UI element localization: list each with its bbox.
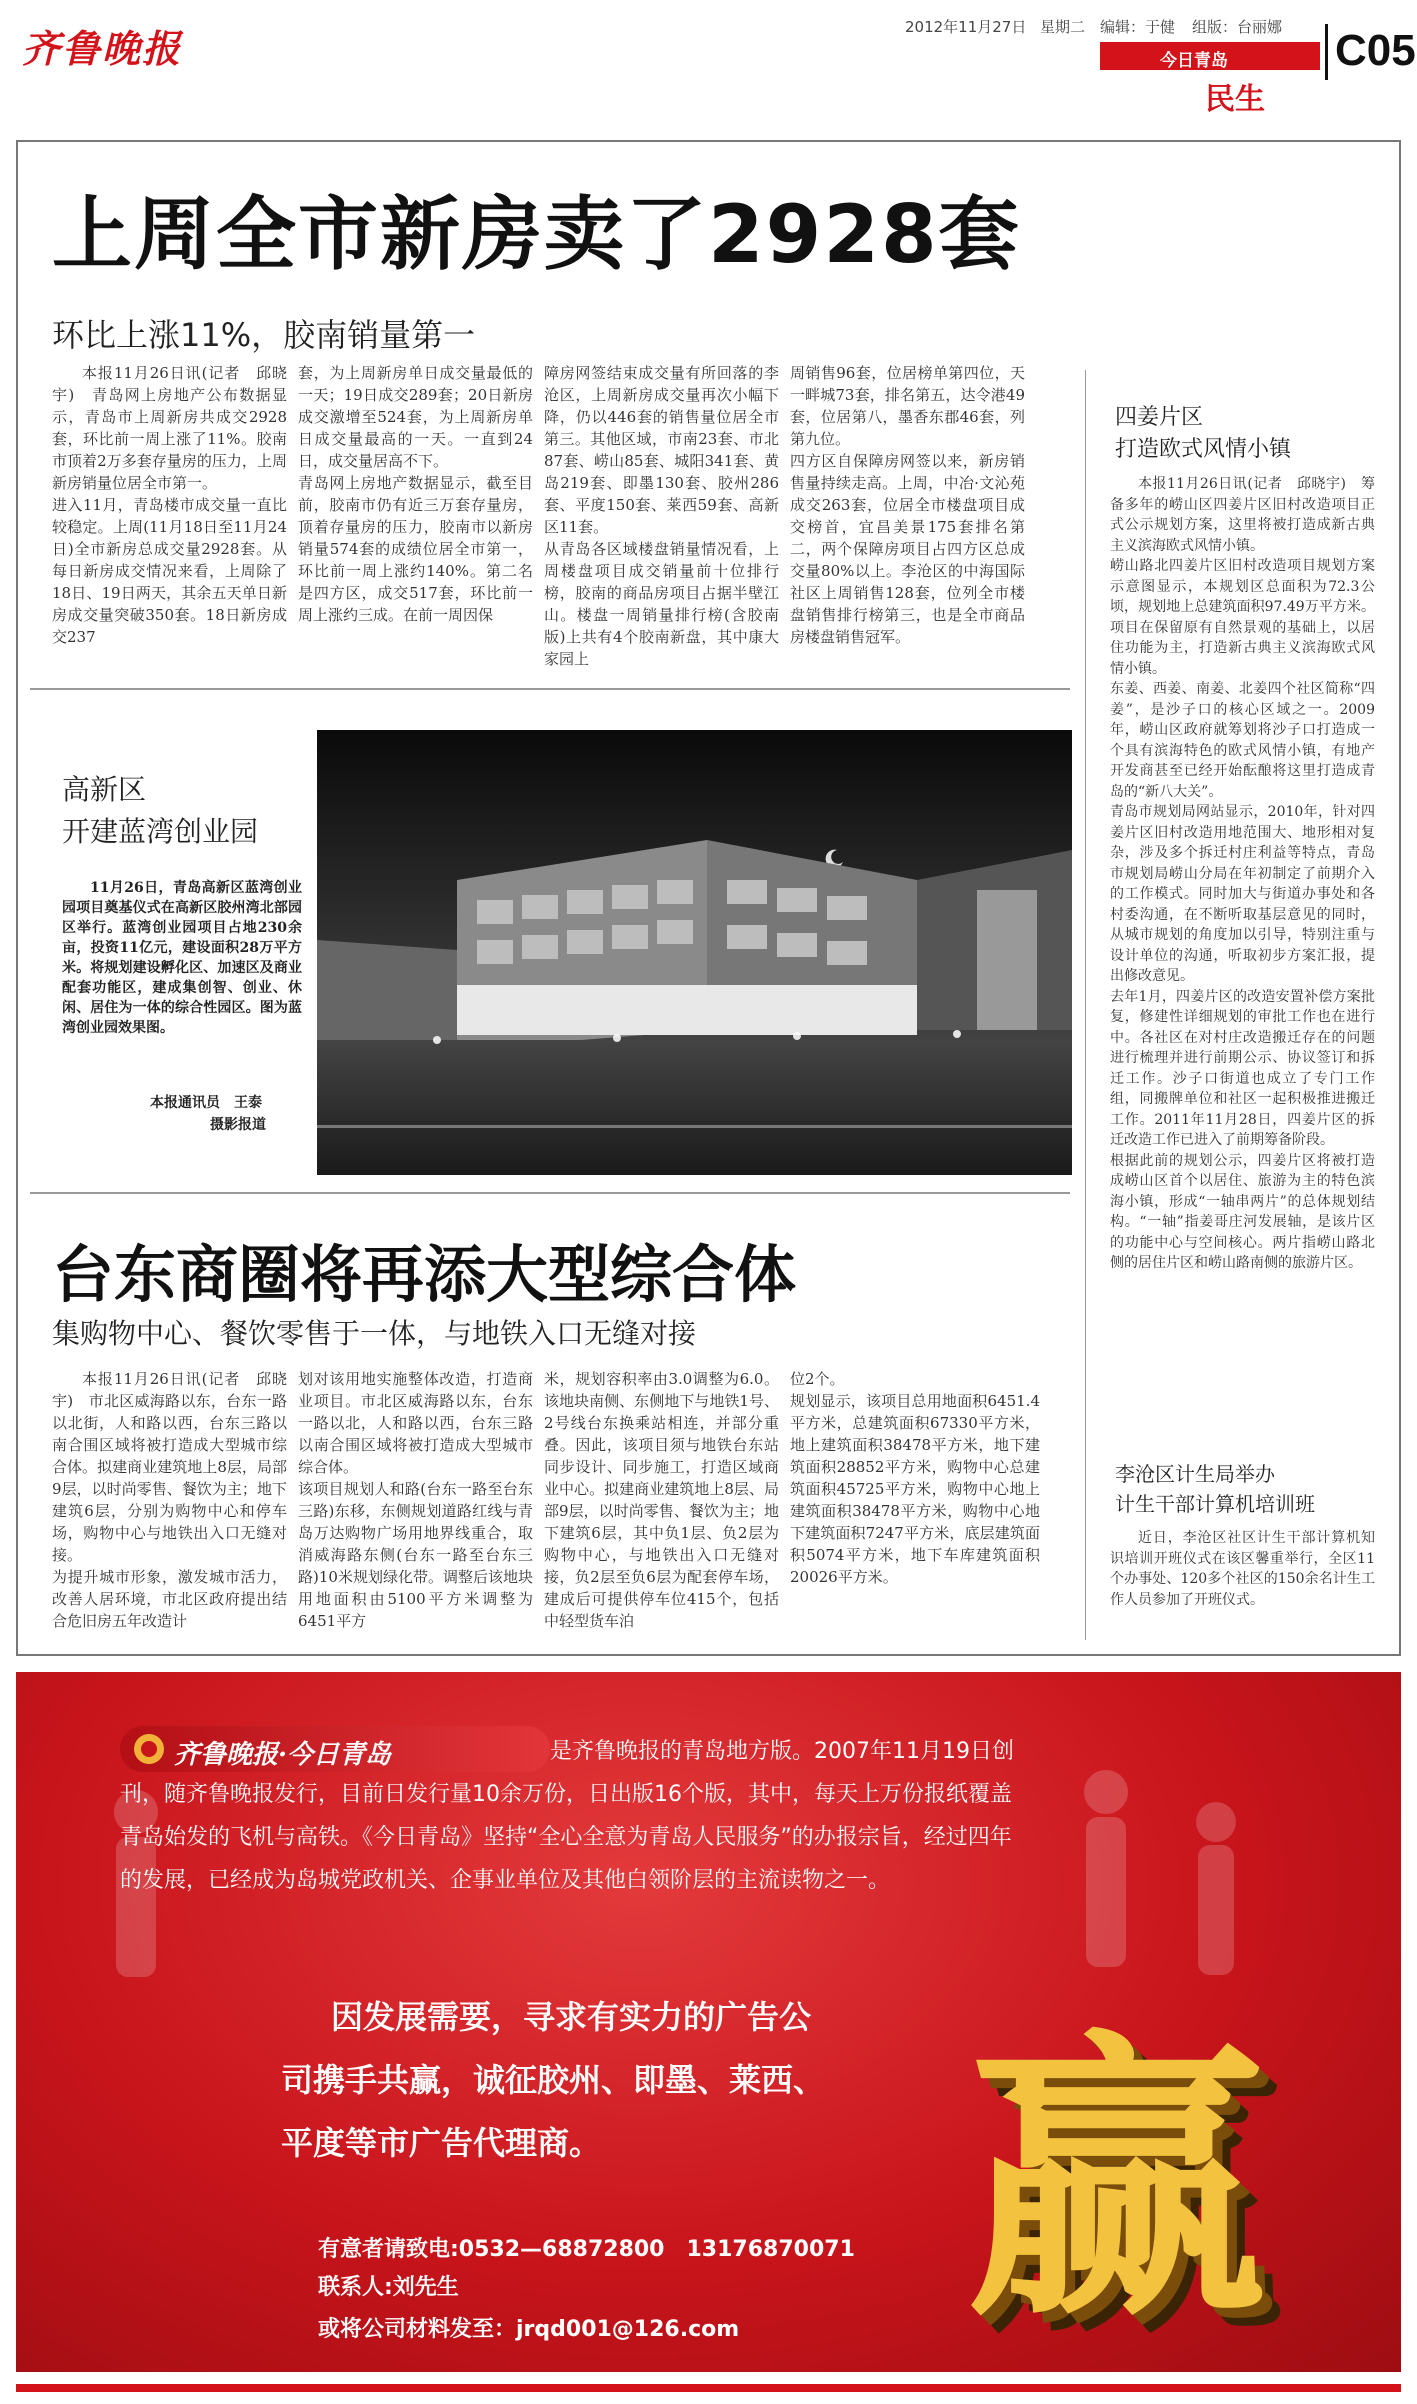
story2-title-1: 高新区 — [62, 773, 147, 806]
layout-credit: 组版：台丽娜 — [1192, 18, 1283, 36]
section-label: 民生 — [1205, 82, 1265, 117]
headline-story1: 上周全市新房卖了2928套 — [52, 188, 1021, 281]
subhead-story1: 环比上涨11%，胶南销量第一 — [52, 316, 476, 354]
ad-big-character: 赢 — [966, 2007, 1266, 2356]
page-divider — [1325, 24, 1328, 80]
issue-date: 2012年11月27日 — [905, 18, 1027, 36]
story5-col-1: 本报11月26日讯(记者 邱晓宇) 市北区威海路以东，台东一路以北街，人和路以西，台东三路以南合围区域将被打造成大型城市综合体。拟建商业建筑地上8层，局部9层，以时尚零售、餐饮为主；地下建筑6层，分别为购物中心和停车场，购物中心与地铁出入口无缝对接。 为提升城市形象，激发城市活力，改善人居环境，市北区政府提出结合危旧房五年改造计 — [52, 1370, 287, 1630]
ad-call-line-1: 因发展需要，寻求有实力的广告公 — [331, 1998, 812, 2036]
bottom-bar — [16, 2384, 1401, 2392]
story4-title-2: 计生干部计算机培训班 — [1115, 1492, 1315, 1516]
page-number: C05 — [1335, 26, 1416, 75]
story1-bottom-rule — [30, 688, 1070, 690]
story1-col-4: 周销售96套，位居榜单第四位，天一畔城73套，排名第五，达令港49套，位居第八，墨香东郡46套，列第九位。 四方区自保障房网签以来，新房销售量持续走高。上周，中冶·文沁苑成交263套，位居全市楼盘项目成交榜首，宜昌美景175套排名第二，两个保障房项目占四方区总成交量80%以上。李沧区的中海国际社区上周销售128套，位列全市楼盘销售排行榜第三，也是全市商品房楼盘销售冠军。 — [790, 364, 1025, 646]
story2-caption: 11月26日，青岛高新区蓝湾创业园项目奠基仪式在高新区胶州湾北部园区举行。蓝湾创业园项目占地230余亩，投资11亿元，建设面积28万平方米。将规划建设孵化区、加速区及商业配套功能区，建成集创智、创业、休闲、居住为一体的综合性园区。图为蓝湾创业园效果图。 — [62, 880, 302, 1036]
story3-body: 本报11月26日讯(记者 邱晓宇) 筹备多年的崂山区四姜片区旧村改造项目正式公示规划方案，这里将被打造成新古典主义滨海欧式风情小镇。 崂山路北四姜片区旧村改造项目规划方案示意图显示，本规划区总面积为72.3公顷，规划地上总建筑面积97.49万平方米。项目在保留原有自然景观的基础上，以居住功能为主，打造新古典主义滨海欧式风情小镇。 东姜、西姜、南姜、北姜四个社区简称“四姜”，是沙子口的核心区域之一。2009年，崂山区政府就筹划将沙子口打造成一个具有滨海特色的欧式风情小镇，有地产开发商甚至已经开始酝酿将这里打造成青岛的“新八大关”。 青岛市规划局网站显示，2010年，针对四姜片区旧村改造用地范围大、地形相对复杂，涉及多个拆迁村庄利益等特点，青岛市规划局崂山分局在年初制定了前期介入的工作模式。同时加大与街道办事处和各村委沟通，在不断听取基层意见的同时，从城市规划的角度加以引导，特别注重与设计单位的沟通，听取初步方案汇报，提出修改意见。 去年1月，四姜片区的改造安置补偿方案批复，修建性详细规划的审批工作也在进行中。各社区在对村庄改造搬迁存在的问题进行梳理并进行前期公示、协议签订和拆迁工作。沙子口街道也成立了专门工作组，同搬牌单位和社区一起积极推进搬迁工作。2011年11月28日，四姜片区的拆迁改造工作已进入了前期筹备阶段。 根据此前的规划公示，四姜片区将被打造成崂山区首个以居住、旅游为主的特色滨海小镇，形成“一轴串两片”的总体规划结构。“一轴”指姜哥庄河发展轴，是该片区的功能中心与空间核心。两片指崂山路北侧的居住片区和崂山路南侧的旅游片区。 — [1110, 476, 1375, 1271]
section-top-label: 今日青岛 — [1160, 51, 1228, 71]
ad-call-line-2: 司携手共赢，诚征胶州、即墨、莱西、 — [281, 2061, 826, 2099]
story1-col-2: 套，为上周新房单日成交量最低的一天；19日成交289套；20日新房成交激增至524套，为上周新房单日成交量最高的一天。一直到24日，成交量居高不下。 青岛网上房地产数据显示，截至目前，胶南市仍有近三万套存量房，顶着存量房的压力，胶南市以新房销量574套的成绩位居全市第一，环比前一周上涨约140%。第二名是四方区，成交517套，环比前一周上涨约三成。在前一周因保 — [298, 364, 533, 624]
ad-banner — [16, 1672, 1401, 2372]
ad-email: 或将公司材料发至：jrqd001@126.com — [318, 2317, 740, 2342]
subhead-story5: 集购物中心、餐饮零售于一体，与地铁入口无缝对接 — [52, 1317, 697, 1350]
ad-brand: 齐鲁晚报·今日青岛 — [174, 1740, 392, 1770]
masthead-logo: 齐鲁晚报 — [22, 26, 183, 71]
story3-title-1: 四姜片区 — [1115, 405, 1204, 430]
ad-call-line-3: 平度等市广告代理商。 — [281, 2124, 602, 2162]
story3-title-2: 打造欧式风情小镇 — [1115, 437, 1292, 462]
night-building-photo — [317, 730, 1072, 1175]
ad-contact: 联系人:刘先生 — [318, 2275, 459, 2300]
editor-credit: 编辑：于健 — [1100, 18, 1176, 36]
ad-phone: 有意者请致电:0532—68872800 13176870071 — [318, 2237, 855, 2262]
masthead — [0, 0, 1417, 117]
story1-col-1: 本报11月26日讯(记者 邱晓宇) 青岛网上房地产公布数据显示，青岛市上周新房共成交2928套，环比前一周上涨了11%。胶南市顶着2万多套存量房的压力，上周新房销量位居全市第一。 进入11月，青岛楼市成交量一直比较稳定。上周(11月18日至11月24日)全市新房总成交量2928套。从每日新房成交情况来看，上周除了18日、19日两天，其余五天单日新房成交量突破350套。18日新房成交237 — [52, 364, 287, 646]
story2-title-2: 开建蓝湾创业园 — [62, 815, 259, 848]
ad-intro-text: 是齐鲁晚报的青岛地方版。2007年11月19日创刊，随齐鲁晚报发行，目前日发行量10余万份，日出版16个版，其中，每天上万份报纸覆盖青岛始发的飞机与高铁。《今日青岛》坚持“全心全意为青岛人民服务”的办报宗旨，经过四年的发展，已经成为岛城党政机关、企事业单位及其他白领阶层的主流读物之一。 — [120, 1739, 1014, 1893]
story5-col-4: 位2个。 规划显示，该项目总用地面积6451.4平方米，总建筑面积67330平方米，地上建筑面积38478平方米，地下建筑面积28852平方米，购物中心总建筑面积45725平方米，购物中心地上建筑面积38478平方米，购物中心地下建筑面积7247平方米，底层建筑面积5074平方米，地下车库建筑面积20026平方米。 — [790, 1370, 1040, 1586]
story5-col-3: 米，规划容积率由3.0调整为6.0。该地块南侧、东侧地下与地铁1号、2号线台东换乘站相连，并部分重叠。因此，该项目须与地铁台东站同步设计、同步施工，打造区域商业中心。拟建商业建筑地上8层、局部9层，以时尚零售、餐饮为主；地下建筑6层，其中负1层、负2层为购物中心，与地铁出入口无缝对接，负2层至负6层为配套停车场，建成后可提供停车位415个，包括中轻型货车泊 — [544, 1370, 779, 1630]
right-column-rule — [1085, 370, 1086, 1640]
story1-col-3: 障房网签结束成交量有所回落的李沧区，上周新房成交量再次小幅下降，仍以446套的销售量位居全市第三。其他区域，市南23套、市北87套、崂山85套、城阳341套、黄岛219套、即墨130套、胶州286套、平度150套、莱西59套、高新区11套。 从青岛各区域楼盘销量情况看，上周楼盘项目成交销量前十位排行榜，胶南的商品房项目占据半壁江山。楼盘一周销量排行榜(含胶南版)上共有4个胶南新盘，其中康大家园上 — [544, 364, 779, 668]
story4-title-1: 李沧区计生局举办 — [1115, 1462, 1275, 1486]
story2-credit-2: 摄影报道 — [210, 1117, 266, 1133]
story4-body: 近日，李沧区社区计生干部计算机知识培训开班仪式在该区馨重举行，全区11个办事处、120多个社区的150余名计生工作人员参加了开班仪式。 — [1110, 1530, 1375, 1608]
issue-weekday: 星期二 — [1040, 18, 1086, 36]
story5-col-2: 划对该用地实施整体改造，打造商业项目。市北区威海路以东，台东一路以北，人和路以西，台东三路以南合围区域将被打造成大型城市综合体。 该项目规划人和路(台东一路至台东三路)东移，东侧规划道路红线与青岛万达购物广场用地界线重合，取消威海路东侧(台东一路至台东三路)10米规划绿化带。调整后该地块用地面积由5100平方米调整为6451平方 — [298, 1370, 533, 1630]
headline-story5: 台东商圈将再添大型综合体 — [52, 1238, 797, 1311]
story2-credit-1: 本报通讯员 王泰 — [150, 1095, 262, 1111]
story5-top-rule — [30, 1192, 1070, 1194]
